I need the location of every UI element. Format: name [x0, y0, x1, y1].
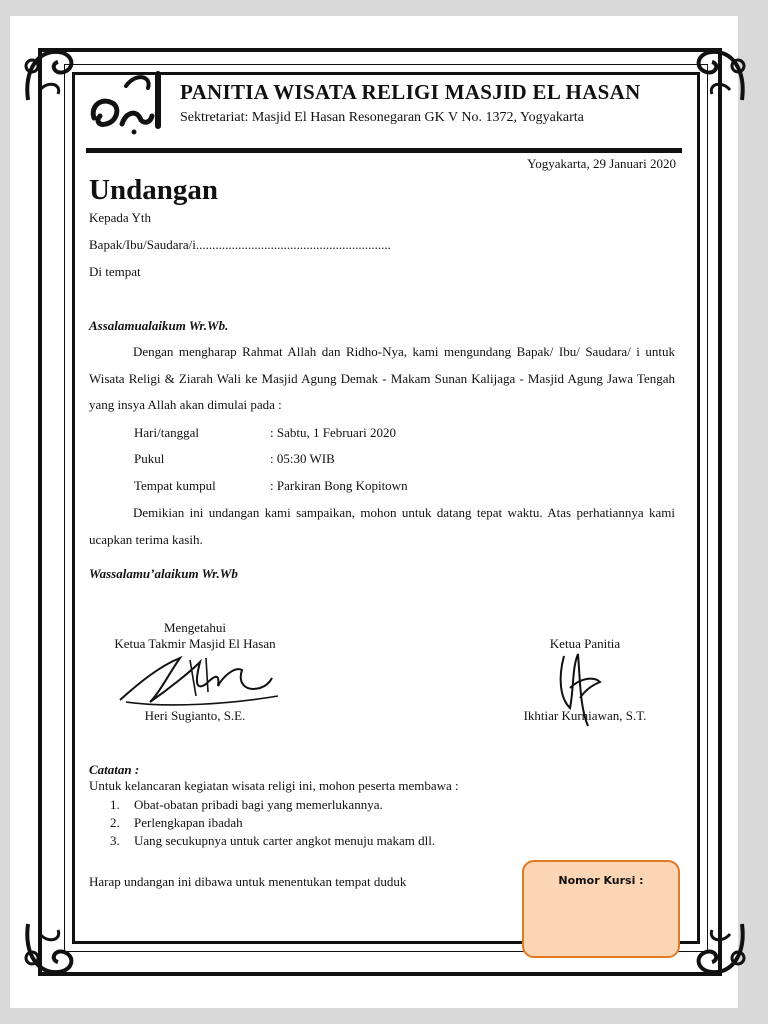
left-signature-icon [110, 652, 280, 710]
corner-ornament-icon [18, 40, 88, 110]
notes-intro: Untuk kelancaran kegiatan wisata religi ini, mohon peserta membawa : [89, 778, 459, 793]
letter-date: Yogyakarta, 29 Januari 2020 [527, 156, 676, 171]
detail-row-meeting-point: Tempat kumpul : Parkiran Bong Kopitown [134, 478, 408, 493]
list-item: 2. Perlengkapan ibadah [110, 815, 243, 830]
left-signatory-name: Heri Sugianto, S.E. [144, 708, 246, 723]
right-signatory-role: Ketua Panitia [549, 636, 621, 651]
header-divider [86, 148, 682, 153]
left-signatory-caption: Mengetahui [163, 620, 227, 635]
intro-paragraph: Dengan mengharap Rahmat Allah dan Ridho-Nya, kami mengundang Bapak/ Ibu/ Saudara/ i untuk Wisata Religi & Ziarah Wali ke Masjid Agung Demak - Makam Sunan Kalijaga - Masjid Agung Jawa Tengah yang insya Allah akan dimulai pada : [89, 344, 675, 412]
notes-footer: Harap undangan ini dibawa untuk menentukan tempat duduk [89, 874, 407, 889]
notes-list [110, 796, 435, 850]
notes-heading: Catatan : [89, 762, 140, 777]
seat-number-label: Nomor Kursi : [558, 874, 644, 887]
left-signatory-role: Ketua Takmir Masjid El Hasan [114, 636, 276, 651]
list-item: 1. Obat-obatan pribadi bagi yang memerlukannya. [110, 797, 383, 812]
detail-row-date: Hari/tanggal : Sabtu, 1 Februari 2020 [134, 425, 397, 440]
closing-paragraph: Demikian ini undangan kami sampaikan, mohon untuk datang tepat waktu. Atas perhatiannya kami ucapkan terima kasih. [89, 505, 675, 547]
place-line: Di tempat [89, 264, 141, 279]
organization-address: Sektretariat: Masjid El Hasan Resonegaran GK V No. 1372, Yogyakarta [180, 110, 584, 125]
corner-ornament-icon [18, 914, 88, 984]
letter-title: Undangan [89, 174, 218, 206]
closing-greeting: Wassalamu’alaikum Wr.Wb [89, 566, 238, 581]
seat-number-box [522, 860, 680, 958]
recipient-line: Bapak/Ibu/Saudara/i............................................................ [89, 237, 391, 252]
list-item: 3. Uang secukupnya untuk carter angkot menuju makam dll. [110, 833, 436, 848]
corner-ornament-icon [682, 914, 752, 984]
opening-greeting: Assalamualaikum Wr.Wb. [89, 318, 229, 333]
corner-ornament-icon [682, 40, 752, 110]
calligraphy-logo-icon [86, 66, 176, 138]
addressee-line: Kepada Yth [89, 210, 151, 225]
organization-name: PANITIA WISATA RELIGI MASJID EL HASAN [180, 80, 641, 104]
detail-row-time: Pukul : 05:30 WIB [134, 451, 335, 466]
right-signatory-name: Ikhtiar Kurniawan, S.T. [523, 708, 647, 723]
